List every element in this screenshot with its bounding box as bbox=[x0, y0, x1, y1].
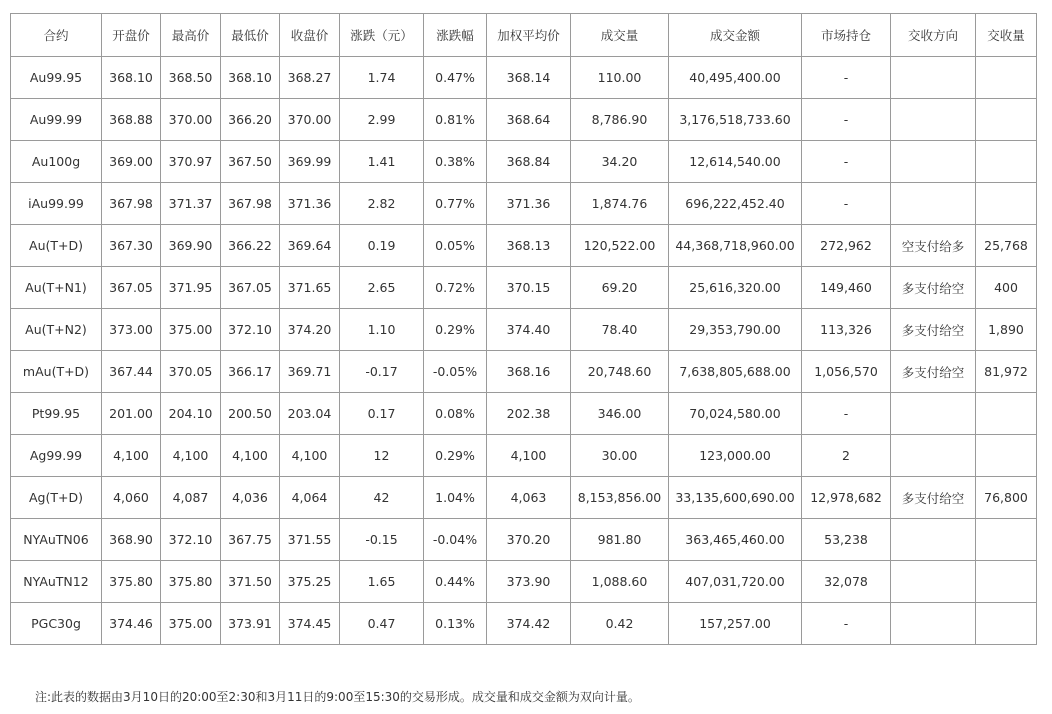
table-cell: 371.37 bbox=[161, 183, 221, 225]
table-cell: 367.05 bbox=[102, 267, 161, 309]
table-cell: 2.65 bbox=[340, 267, 424, 309]
table-cell: 3,176,518,733.60 bbox=[669, 99, 802, 141]
table-cell: 373.00 bbox=[102, 309, 161, 351]
table-cell: 7,638,805,688.00 bbox=[669, 351, 802, 393]
table-cell: 370.00 bbox=[280, 99, 340, 141]
table-cell: 33,135,600,690.00 bbox=[669, 477, 802, 519]
table-cell: 368.50 bbox=[161, 57, 221, 99]
table-cell: 8,786.90 bbox=[571, 99, 669, 141]
table-cell: 371.50 bbox=[221, 561, 280, 603]
table-cell: 0.17 bbox=[340, 393, 424, 435]
table-cell: Au99.99 bbox=[11, 99, 102, 141]
table-cell: 53,238 bbox=[802, 519, 891, 561]
quotes-table bbox=[10, 13, 1037, 645]
column-header: 开盘价 bbox=[102, 14, 161, 57]
table-cell: 366.20 bbox=[221, 99, 280, 141]
table-cell: 368.64 bbox=[487, 99, 571, 141]
table-cell: 370.15 bbox=[487, 267, 571, 309]
table-cell: 空支付给多 bbox=[891, 225, 976, 267]
table-cell: 202.38 bbox=[487, 393, 571, 435]
column-header: 交收方向 bbox=[891, 14, 976, 57]
table-cell bbox=[976, 141, 1037, 183]
table-row bbox=[11, 267, 1037, 309]
table-cell: -0.17 bbox=[340, 351, 424, 393]
table-cell bbox=[976, 603, 1037, 645]
table-cell: 40,495,400.00 bbox=[669, 57, 802, 99]
table-cell: 78.40 bbox=[571, 309, 669, 351]
table-cell: 368.16 bbox=[487, 351, 571, 393]
table-cell: 369.64 bbox=[280, 225, 340, 267]
table-cell: 368.13 bbox=[487, 225, 571, 267]
table-cell: 363,465,460.00 bbox=[669, 519, 802, 561]
table-cell: 370.00 bbox=[161, 99, 221, 141]
table-cell: 346.00 bbox=[571, 393, 669, 435]
table-cell: - bbox=[802, 603, 891, 645]
table-cell: 374.20 bbox=[280, 309, 340, 351]
table-body bbox=[11, 57, 1037, 645]
table-cell: 370.05 bbox=[161, 351, 221, 393]
table-cell: 367.44 bbox=[102, 351, 161, 393]
table-cell: 0.29% bbox=[424, 435, 487, 477]
table-cell bbox=[976, 519, 1037, 561]
table-cell: 1.74 bbox=[340, 57, 424, 99]
table-cell: 368.10 bbox=[102, 57, 161, 99]
table-cell bbox=[891, 99, 976, 141]
table-cell: - bbox=[802, 183, 891, 225]
table-cell: NYAuTN12 bbox=[11, 561, 102, 603]
table-cell: 0.08% bbox=[424, 393, 487, 435]
table-row bbox=[11, 351, 1037, 393]
table-cell bbox=[976, 183, 1037, 225]
table-cell bbox=[891, 393, 976, 435]
table-cell: 372.10 bbox=[161, 519, 221, 561]
table-cell: 374.46 bbox=[102, 603, 161, 645]
table-cell: 29,353,790.00 bbox=[669, 309, 802, 351]
table-cell: 375.80 bbox=[102, 561, 161, 603]
table-cell: 368.88 bbox=[102, 99, 161, 141]
column-header: 合约 bbox=[11, 14, 102, 57]
table-cell bbox=[976, 435, 1037, 477]
table-cell: Pt99.95 bbox=[11, 393, 102, 435]
table-cell: 371.65 bbox=[280, 267, 340, 309]
table-cell: 369.90 bbox=[161, 225, 221, 267]
table-cell: 多支付给空 bbox=[891, 267, 976, 309]
table-cell: - bbox=[802, 393, 891, 435]
table-cell: 多支付给空 bbox=[891, 477, 976, 519]
table-cell: 1.10 bbox=[340, 309, 424, 351]
table-cell: -0.04% bbox=[424, 519, 487, 561]
table-cell: 4,100 bbox=[280, 435, 340, 477]
table-cell: 1.04% bbox=[424, 477, 487, 519]
footnote: 注:此表的数据由3月10日的20:00至2:30和3月11日的9:00至15:30的交易形成。成交量和成交金额为双向计量。 bbox=[35, 690, 640, 704]
table-cell: 368.10 bbox=[221, 57, 280, 99]
table-row bbox=[11, 225, 1037, 267]
table-cell bbox=[891, 183, 976, 225]
table-cell: 0.47 bbox=[340, 603, 424, 645]
table-cell: 203.04 bbox=[280, 393, 340, 435]
column-header: 交收量 bbox=[976, 14, 1037, 57]
table-row bbox=[11, 99, 1037, 141]
table-cell bbox=[891, 57, 976, 99]
table-cell: 69.20 bbox=[571, 267, 669, 309]
table-cell: 0.47% bbox=[424, 57, 487, 99]
table-cell: 370.97 bbox=[161, 141, 221, 183]
table-cell: 200.50 bbox=[221, 393, 280, 435]
column-header: 成交金额 bbox=[669, 14, 802, 57]
table-cell: 367.05 bbox=[221, 267, 280, 309]
table-cell bbox=[891, 519, 976, 561]
table-cell: 149,460 bbox=[802, 267, 891, 309]
table-cell: 0.81% bbox=[424, 99, 487, 141]
table-cell: 369.00 bbox=[102, 141, 161, 183]
table-cell: 4,100 bbox=[487, 435, 571, 477]
table-cell: 113,326 bbox=[802, 309, 891, 351]
table-cell: 2.99 bbox=[340, 99, 424, 141]
table-cell: Au(T+D) bbox=[11, 225, 102, 267]
table-cell: Au99.95 bbox=[11, 57, 102, 99]
table-row bbox=[11, 561, 1037, 603]
table-cell: 367.98 bbox=[221, 183, 280, 225]
table-cell: 371.36 bbox=[280, 183, 340, 225]
table-cell: 25,768 bbox=[976, 225, 1037, 267]
table-cell: 30.00 bbox=[571, 435, 669, 477]
table-cell: 1,890 bbox=[976, 309, 1037, 351]
table-cell: 374.40 bbox=[487, 309, 571, 351]
table-cell: 123,000.00 bbox=[669, 435, 802, 477]
table-cell: 8,153,856.00 bbox=[571, 477, 669, 519]
column-header: 市场持仓 bbox=[802, 14, 891, 57]
table-cell: 1.65 bbox=[340, 561, 424, 603]
table-cell: PGC30g bbox=[11, 603, 102, 645]
table-row bbox=[11, 183, 1037, 225]
table-cell: 375.80 bbox=[161, 561, 221, 603]
table-cell: 272,962 bbox=[802, 225, 891, 267]
table-cell: 4,060 bbox=[102, 477, 161, 519]
table-cell: 374.42 bbox=[487, 603, 571, 645]
table-cell: 12,978,682 bbox=[802, 477, 891, 519]
table-cell: 371.55 bbox=[280, 519, 340, 561]
table-cell: 371.36 bbox=[487, 183, 571, 225]
table-row bbox=[11, 141, 1037, 183]
table-cell: 0.77% bbox=[424, 183, 487, 225]
table-cell: 373.91 bbox=[221, 603, 280, 645]
table-cell: 110.00 bbox=[571, 57, 669, 99]
table-cell: 4,064 bbox=[280, 477, 340, 519]
table-cell: 4,100 bbox=[102, 435, 161, 477]
table-cell: 367.75 bbox=[221, 519, 280, 561]
table-cell: 12,614,540.00 bbox=[669, 141, 802, 183]
table-cell: 4,100 bbox=[161, 435, 221, 477]
table-cell: -0.15 bbox=[340, 519, 424, 561]
table-cell: 多支付给空 bbox=[891, 351, 976, 393]
table-cell: Ag99.99 bbox=[11, 435, 102, 477]
table-cell bbox=[976, 561, 1037, 603]
table-cell: Au(T+N1) bbox=[11, 267, 102, 309]
table-cell: Au100g bbox=[11, 141, 102, 183]
table-cell: 2 bbox=[802, 435, 891, 477]
table-cell: - bbox=[802, 57, 891, 99]
table-cell: 25,616,320.00 bbox=[669, 267, 802, 309]
table-cell: Ag(T+D) bbox=[11, 477, 102, 519]
table-cell: 368.90 bbox=[102, 519, 161, 561]
table-cell: 370.20 bbox=[487, 519, 571, 561]
table-cell bbox=[891, 561, 976, 603]
table-cell: - bbox=[802, 99, 891, 141]
table-row bbox=[11, 57, 1037, 99]
table-cell: 0.38% bbox=[424, 141, 487, 183]
table-cell: 372.10 bbox=[221, 309, 280, 351]
table-row bbox=[11, 603, 1037, 645]
table-cell: 20,748.60 bbox=[571, 351, 669, 393]
table-cell: 81,972 bbox=[976, 351, 1037, 393]
table-cell: 34.20 bbox=[571, 141, 669, 183]
column-header: 收盘价 bbox=[280, 14, 340, 57]
table-cell: 12 bbox=[340, 435, 424, 477]
table-cell: 371.95 bbox=[161, 267, 221, 309]
table-cell: 0.29% bbox=[424, 309, 487, 351]
column-header: 最高价 bbox=[161, 14, 221, 57]
table-cell: 1,056,570 bbox=[802, 351, 891, 393]
table-row bbox=[11, 309, 1037, 351]
column-header: 涨跌（元） bbox=[340, 14, 424, 57]
table-cell: 2.82 bbox=[340, 183, 424, 225]
table-cell: 400 bbox=[976, 267, 1037, 309]
table-cell: 368.84 bbox=[487, 141, 571, 183]
column-header: 加权平均价 bbox=[487, 14, 571, 57]
table-cell: 4,063 bbox=[487, 477, 571, 519]
table-cell: 0.05% bbox=[424, 225, 487, 267]
table-cell: 375.25 bbox=[280, 561, 340, 603]
table-cell: Au(T+N2) bbox=[11, 309, 102, 351]
column-header: 涨跌幅 bbox=[424, 14, 487, 57]
table-cell: 1,088.60 bbox=[571, 561, 669, 603]
table-cell: 374.45 bbox=[280, 603, 340, 645]
table-cell: 1.41 bbox=[340, 141, 424, 183]
table-cell bbox=[976, 99, 1037, 141]
table-row bbox=[11, 477, 1037, 519]
table-row bbox=[11, 519, 1037, 561]
table-cell: 0.72% bbox=[424, 267, 487, 309]
table-cell: 368.14 bbox=[487, 57, 571, 99]
table-cell: iAu99.99 bbox=[11, 183, 102, 225]
table-cell: 375.00 bbox=[161, 309, 221, 351]
table-cell: 0.44% bbox=[424, 561, 487, 603]
table-cell: 4,087 bbox=[161, 477, 221, 519]
table-cell: 373.90 bbox=[487, 561, 571, 603]
table-cell: 157,257.00 bbox=[669, 603, 802, 645]
table-cell: 204.10 bbox=[161, 393, 221, 435]
table-cell: -0.05% bbox=[424, 351, 487, 393]
table-cell: 366.17 bbox=[221, 351, 280, 393]
table-cell: 1,874.76 bbox=[571, 183, 669, 225]
table-row bbox=[11, 393, 1037, 435]
table-cell: 多支付给空 bbox=[891, 309, 976, 351]
table-cell: 368.27 bbox=[280, 57, 340, 99]
table-cell bbox=[891, 141, 976, 183]
table-cell: 201.00 bbox=[102, 393, 161, 435]
table-cell: 981.80 bbox=[571, 519, 669, 561]
table-row bbox=[11, 435, 1037, 477]
table-cell: 32,078 bbox=[802, 561, 891, 603]
table-header-row bbox=[11, 14, 1037, 57]
table-cell: 76,800 bbox=[976, 477, 1037, 519]
table-cell: 369.71 bbox=[280, 351, 340, 393]
table-cell: 70,024,580.00 bbox=[669, 393, 802, 435]
table-cell: 366.22 bbox=[221, 225, 280, 267]
table-cell: 367.30 bbox=[102, 225, 161, 267]
table-cell bbox=[976, 393, 1037, 435]
table-cell: mAu(T+D) bbox=[11, 351, 102, 393]
table-cell: 4,036 bbox=[221, 477, 280, 519]
table-cell: 120,522.00 bbox=[571, 225, 669, 267]
table-cell bbox=[976, 57, 1037, 99]
table-cell: 367.98 bbox=[102, 183, 161, 225]
table-cell: 0.19 bbox=[340, 225, 424, 267]
table-cell: - bbox=[802, 141, 891, 183]
column-header: 成交量 bbox=[571, 14, 669, 57]
table-cell: 42 bbox=[340, 477, 424, 519]
table-cell: 367.50 bbox=[221, 141, 280, 183]
table-cell: 696,222,452.40 bbox=[669, 183, 802, 225]
table-cell: 0.42 bbox=[571, 603, 669, 645]
table-cell: 375.00 bbox=[161, 603, 221, 645]
table-cell: 369.99 bbox=[280, 141, 340, 183]
table-cell: 4,100 bbox=[221, 435, 280, 477]
table-cell: 0.13% bbox=[424, 603, 487, 645]
column-header: 最低价 bbox=[221, 14, 280, 57]
table-cell: NYAuTN06 bbox=[11, 519, 102, 561]
table-cell bbox=[891, 603, 976, 645]
table-cell bbox=[891, 435, 976, 477]
table-cell: 407,031,720.00 bbox=[669, 561, 802, 603]
table-cell: 44,368,718,960.00 bbox=[669, 225, 802, 267]
